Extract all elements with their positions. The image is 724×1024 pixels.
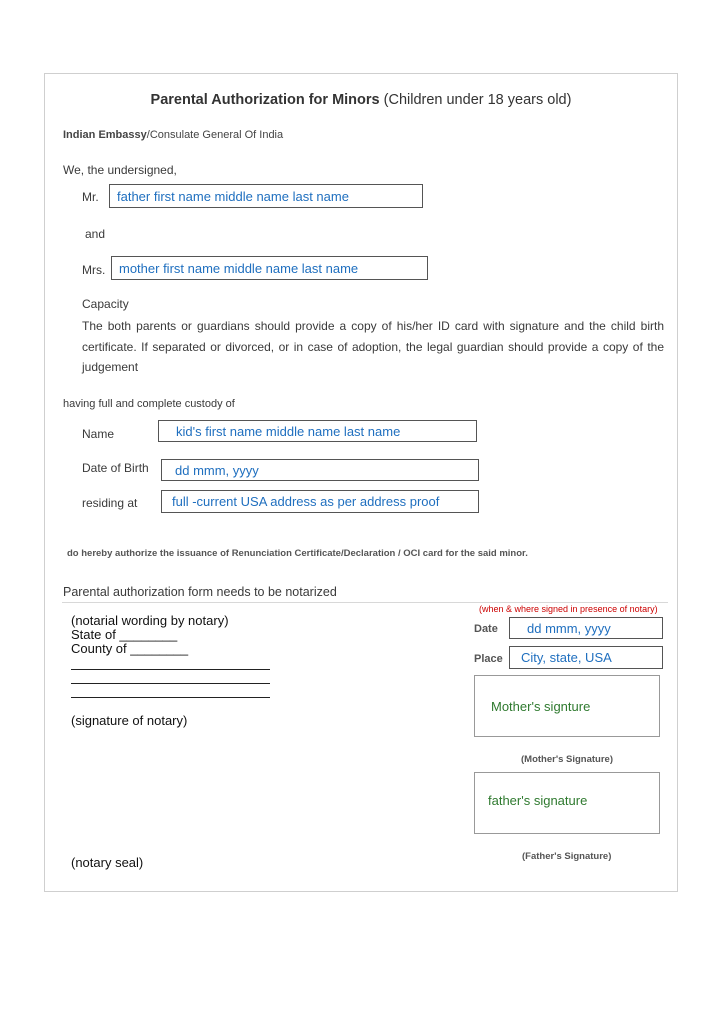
custody-text: having full and complete custody of bbox=[63, 398, 235, 410]
child-name-label: Name bbox=[82, 427, 115, 441]
mother-signature-text: Mother's signture bbox=[491, 699, 591, 714]
address-field[interactable]: full -current USA address as per address proof bbox=[161, 490, 479, 513]
notary-blank-line bbox=[71, 669, 270, 670]
county-of-line: County of ________ bbox=[71, 641, 189, 656]
father-signature-text: father's signature bbox=[488, 793, 588, 808]
notary-blank-line bbox=[71, 697, 270, 698]
authorization-text: do hereby authorize the issuance of Renunciation Certificate/Declaration / OCI card for the said minor. bbox=[67, 548, 528, 559]
mr-label: Mr. bbox=[82, 190, 99, 204]
father-signature-box[interactable] bbox=[474, 772, 660, 834]
mother-signature-caption: (Mother's Signature) bbox=[521, 754, 613, 765]
address-label: residing at bbox=[82, 496, 138, 510]
and-label: and bbox=[85, 227, 106, 241]
signed-note: (when & where signed in presence of notary) bbox=[479, 604, 658, 614]
date-label: Date bbox=[474, 623, 498, 635]
signing-date-field[interactable]: dd mmm, yyyy bbox=[509, 617, 663, 639]
undersigned-intro: We, the undersigned, bbox=[63, 163, 177, 177]
notary-blank-line bbox=[71, 683, 270, 684]
mother-name-field[interactable]: mother first name middle name last name bbox=[111, 256, 428, 280]
section-divider bbox=[62, 602, 668, 603]
notary-seal: (notary seal) bbox=[71, 855, 144, 870]
dob-field[interactable]: dd mmm, yyyy bbox=[161, 459, 479, 481]
mother-signature-box[interactable] bbox=[474, 675, 660, 737]
notarization-heading: Parental authorization form needs to be notarized bbox=[63, 585, 337, 599]
father-signature-caption: (Father's Signature) bbox=[522, 851, 612, 862]
father-name-field[interactable]: father first name middle name last name bbox=[109, 184, 423, 208]
page-title: Parental Authorization for Minors (Children under 18 years old) bbox=[150, 92, 572, 108]
dob-label: Date of Birth bbox=[82, 461, 149, 475]
place-label: Place bbox=[474, 653, 503, 665]
child-name-field[interactable]: kid's first name middle name last name bbox=[158, 420, 477, 442]
mrs-label: Mrs. bbox=[82, 263, 106, 277]
signature-of-notary: (signature of notary) bbox=[71, 713, 188, 728]
capacity-text: The both parents or guardians should provide a copy of his/her ID card with signature and the child birth certificate. If separated or divorced, or in case of adoption, the legal guardian should provide a copy of the judgement bbox=[82, 319, 664, 374]
notarial-wording: (notarial wording by notary) bbox=[71, 613, 229, 628]
embassy-subtitle: Indian Embassy/Consulate General Of India bbox=[63, 129, 284, 141]
capacity-label: Capacity bbox=[82, 297, 129, 311]
signing-place-field[interactable]: City, state, USA bbox=[509, 646, 663, 669]
state-of-line: State of ________ bbox=[71, 627, 178, 642]
